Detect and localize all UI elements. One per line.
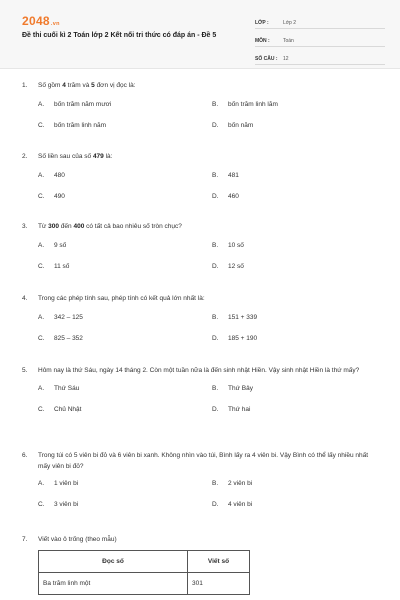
exam-meta	[255, 15, 385, 69]
question-4	[22, 294, 382, 342]
question-text	[22, 152, 382, 163]
question-body: Số liền sau của số 479 là:	[38, 153, 113, 160]
question-text	[22, 535, 382, 546]
question-body: Số gồm 4 trăm và 5 đơn vị đọc là:	[38, 82, 136, 89]
question-7	[22, 535, 382, 546]
option-a[interactable]: A. 480	[38, 171, 65, 179]
table-cell-write[interactable]: 301	[188, 573, 250, 595]
option-d[interactable]: D. Thứ hai	[212, 405, 251, 413]
option-b[interactable]: B. 151 + 339	[212, 313, 258, 321]
question-1	[22, 81, 382, 129]
question-number: 7.	[22, 536, 28, 543]
option-c[interactable]: C. 11 số	[38, 262, 70, 270]
exam-title: Đề thi cuối kì 2 Toán lớp 2 Kết nối tri thức có đáp án - Đề 5	[22, 32, 217, 39]
question-2	[22, 152, 382, 200]
question-number: 3.	[22, 223, 28, 230]
question-text	[22, 451, 382, 472]
question-body: Hôm nay là thứ Sáu, ngày 14 tháng 2. Còn một tuần nữa là đến sinh nhật Hiền. Vậy sinh nhật Hiền là thứ mấy?	[38, 367, 360, 374]
meta-label: MÔN :	[255, 38, 270, 44]
option-a[interactable]: A. bốn trăm năm mươi	[38, 100, 112, 108]
option-d[interactable]: D. 460	[212, 192, 239, 200]
option-b[interactable]: B. 10 số	[212, 241, 244, 249]
option-a[interactable]: A. Thứ Sáu	[38, 384, 80, 392]
option-b[interactable]: B. Thứ Bảy	[212, 384, 253, 392]
option-b[interactable]: B. 2 viên bi	[212, 480, 253, 487]
question-text	[22, 294, 382, 305]
option-c[interactable]: C. 3 viên bi	[38, 501, 79, 508]
option-c[interactable]: C. Chủ Nhật	[38, 405, 82, 413]
table-cell-read[interactable]: Ba trăm linh một	[39, 573, 188, 595]
question-text	[22, 81, 382, 92]
question-body: Trong các phép tính sau, phép tính có kết quả lớn nhất là:	[38, 295, 205, 302]
column-header-read: Đọc số	[39, 551, 188, 573]
table-row	[39, 573, 250, 595]
option-b[interactable]: B. bốn trăm linh lăm	[212, 100, 278, 108]
question-5	[22, 366, 382, 413]
meta-value: Toán	[283, 38, 294, 44]
meta-row-class	[255, 15, 385, 29]
option-c[interactable]: C. bốn trăm linh năm	[38, 121, 107, 129]
option-d[interactable]: D. bốn năm	[212, 121, 254, 129]
question-body: Viết vào ô trống (theo mẫu)	[38, 536, 117, 543]
option-c[interactable]: C. 490	[38, 192, 65, 200]
question-number: 1.	[22, 82, 28, 89]
option-d[interactable]: D. 12 số	[212, 262, 244, 270]
meta-row-count	[255, 51, 385, 65]
question-number: 4.	[22, 295, 28, 302]
meta-value: Lớp 2	[283, 20, 297, 26]
question-number: 2.	[22, 153, 28, 160]
logo-tld: .vn	[50, 21, 60, 27]
option-d[interactable]: D. 185 + 190	[212, 334, 258, 342]
question-text	[22, 366, 382, 377]
question-body: Trong túi có 5 viên bi đỏ và 6 viên bi xanh. Không nhìn vào túi, Bình lấy ra 4 viên bi. Vậy Bình có thể lấy nhiều nhất mấy viên bi đỏ?	[38, 452, 369, 470]
question-number: 6.	[22, 452, 28, 459]
option-d[interactable]: D. 4 viên bi	[212, 501, 253, 508]
meta-value: 12	[283, 56, 289, 62]
site-logo[interactable]	[22, 14, 60, 28]
question-3	[22, 222, 382, 270]
table-header-row	[39, 551, 250, 573]
option-a[interactable]: A. 1 viên bi	[38, 480, 79, 487]
question-6	[22, 451, 382, 508]
meta-label: LỚP :	[255, 20, 269, 26]
question-number: 5.	[22, 367, 28, 374]
option-c[interactable]: C. 825 – 352	[38, 334, 83, 342]
meta-label: SỐ CÂU :	[255, 56, 278, 62]
column-header-write: Viết số	[188, 551, 250, 573]
option-a[interactable]: A. 9 số	[38, 241, 67, 249]
option-a[interactable]: A. 342 – 125	[38, 313, 83, 321]
question-text	[22, 222, 382, 233]
read-write-number-table	[38, 550, 250, 595]
question-body: Từ 300 đến 400 có tất cả bao nhiêu số tròn chục?	[38, 223, 182, 230]
logo-text: 2048	[22, 14, 50, 28]
meta-row-subject	[255, 33, 385, 47]
option-b[interactable]: B. 481	[212, 171, 239, 179]
page-header	[0, 0, 400, 69]
